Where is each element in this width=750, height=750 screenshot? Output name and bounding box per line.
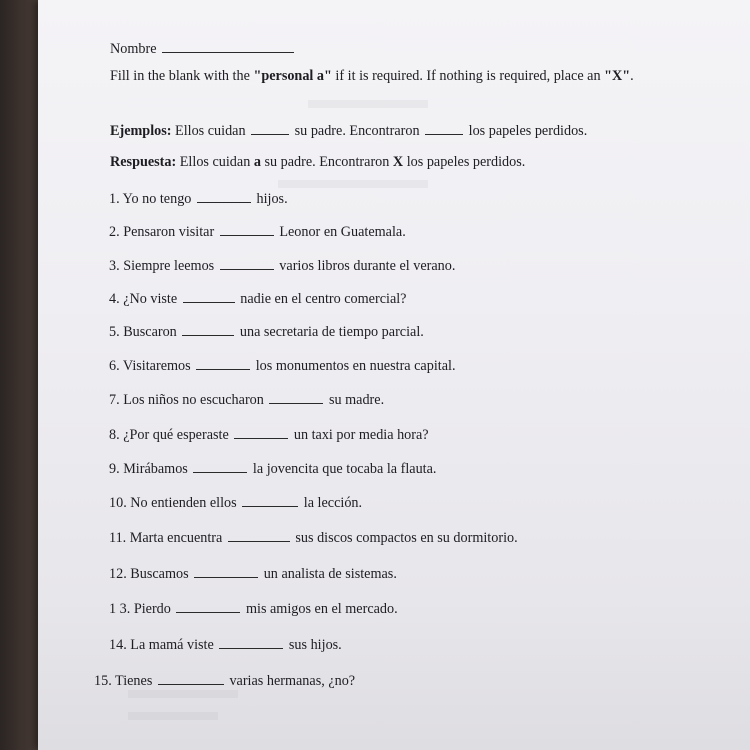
show-through-mark (128, 690, 238, 698)
show-through-mark (128, 712, 218, 720)
name-blank[interactable] (162, 38, 294, 53)
question-text: 6. Visitaremos (109, 358, 191, 374)
question-text-after: nadie en el centro comercial? (240, 291, 407, 307)
answer-blank[interactable] (183, 288, 235, 303)
answer-blank[interactable] (194, 563, 258, 578)
question-item-7 (109, 389, 384, 409)
instructions-bold-2: "X" (604, 68, 631, 84)
show-through-mark (308, 100, 428, 108)
question-text: 5. Buscaron (109, 324, 177, 340)
answer-bold-x: X (392, 154, 404, 170)
examples-blank-2[interactable] (425, 120, 463, 135)
answer-text-2: su padre. Encontraron (260, 154, 393, 170)
instructions-text-1: Fill in the blank with the (110, 68, 254, 84)
instructions-bold-1: "personal a" (253, 68, 332, 84)
question-item-1 (109, 188, 288, 208)
instructions-text-2: if it is required. If nothing is required, place an (331, 68, 605, 84)
question-item-15 (94, 670, 355, 690)
question-text-after: la lección. (303, 495, 363, 511)
examples-text-3: los papeles perdidos. (468, 123, 588, 139)
instructions-text-3: . (630, 68, 634, 84)
question-text-after: varias hermanas, ¿no? (229, 673, 356, 689)
question-text: 7. Los niños no escucharon (109, 392, 264, 408)
answer-label: Respuesta: (110, 154, 177, 170)
question-text: 8. ¿Por qué esperaste (109, 427, 229, 443)
question-item-14 (109, 634, 342, 654)
answer-text-1: Ellos cuidan (179, 154, 254, 170)
question-text: 1 3. Pierdo (109, 601, 171, 617)
answer-blank[interactable] (197, 188, 251, 203)
answer-blank[interactable] (234, 424, 288, 439)
answer-blank[interactable] (242, 492, 298, 507)
answer-bold-a: a (253, 154, 261, 170)
question-item-13 (109, 598, 398, 618)
question-text: 12. Buscamos (109, 566, 189, 582)
answer-blank[interactable] (228, 527, 290, 542)
examples-text-2: su padre. Encontraron (294, 123, 420, 139)
question-text-after: varios libros durante el verano. (279, 258, 456, 274)
show-through-mark (278, 180, 428, 188)
name-label: Nombre (110, 41, 157, 57)
answer-blank[interactable] (182, 321, 234, 336)
question-text-after: hijos. (256, 191, 288, 207)
question-text-after: mis amigos en el mercado. (245, 601, 398, 617)
question-item-2 (109, 221, 406, 241)
answer-blank[interactable] (158, 670, 224, 685)
answer-blank[interactable] (220, 255, 274, 270)
question-text: 11. Marta encuentra (109, 530, 223, 546)
question-text: 4. ¿No viste (109, 291, 178, 307)
examples-line (110, 120, 587, 140)
question-text-after: sus hijos. (288, 637, 342, 653)
question-text-after: su madre. (328, 392, 385, 408)
question-text: 10. No entienden ellos (109, 495, 237, 511)
question-item-10 (109, 492, 362, 512)
question-text-after: sus discos compactos en su dormitorio. (295, 530, 518, 546)
worksheet-page (38, 0, 750, 750)
answer-blank[interactable] (176, 598, 240, 613)
answer-blank[interactable] (193, 458, 247, 473)
question-text: 9. Mirábamos (109, 461, 188, 477)
question-text-after: los monumentos en nuestra capital. (255, 358, 456, 374)
question-item-4 (109, 288, 406, 308)
name-line (110, 38, 296, 58)
question-text: 15. Tienes (94, 673, 153, 689)
question-text-after: un analista de sistemas. (263, 566, 397, 582)
examples-text-1: Ellos cuidan (175, 123, 246, 139)
question-text: 2. Pensaron visitar (109, 224, 215, 240)
question-text-after: Leonor en Guatemala. (279, 224, 406, 240)
question-item-3 (109, 255, 455, 275)
question-text: 14. La mamá viste (109, 637, 214, 653)
examples-label: Ejemplos: (110, 123, 172, 139)
question-text-after: la jovencita que tocaba la flauta. (252, 461, 437, 477)
question-item-8 (109, 424, 429, 444)
question-text: 3. Siempre leemos (109, 258, 215, 274)
examples-blank-1[interactable] (251, 120, 289, 135)
answer-blank[interactable] (269, 389, 323, 404)
answer-blank[interactable] (219, 634, 283, 649)
question-item-12 (109, 563, 397, 583)
question-item-5 (109, 321, 424, 341)
question-text-after: una secretaria de tiempo parcial. (239, 324, 424, 340)
answer-text-3: los papeles perdidos. (403, 154, 526, 170)
answer-blank[interactable] (220, 221, 274, 236)
answer-blank[interactable] (196, 355, 250, 370)
question-item-9 (109, 458, 436, 478)
question-item-6 (109, 355, 456, 375)
question-text-after: un taxi por media hora? (293, 427, 429, 443)
question-item-11 (109, 527, 518, 547)
answer-line (110, 153, 525, 171)
instructions (110, 67, 650, 85)
question-text: 1. Yo no tengo (109, 191, 192, 207)
